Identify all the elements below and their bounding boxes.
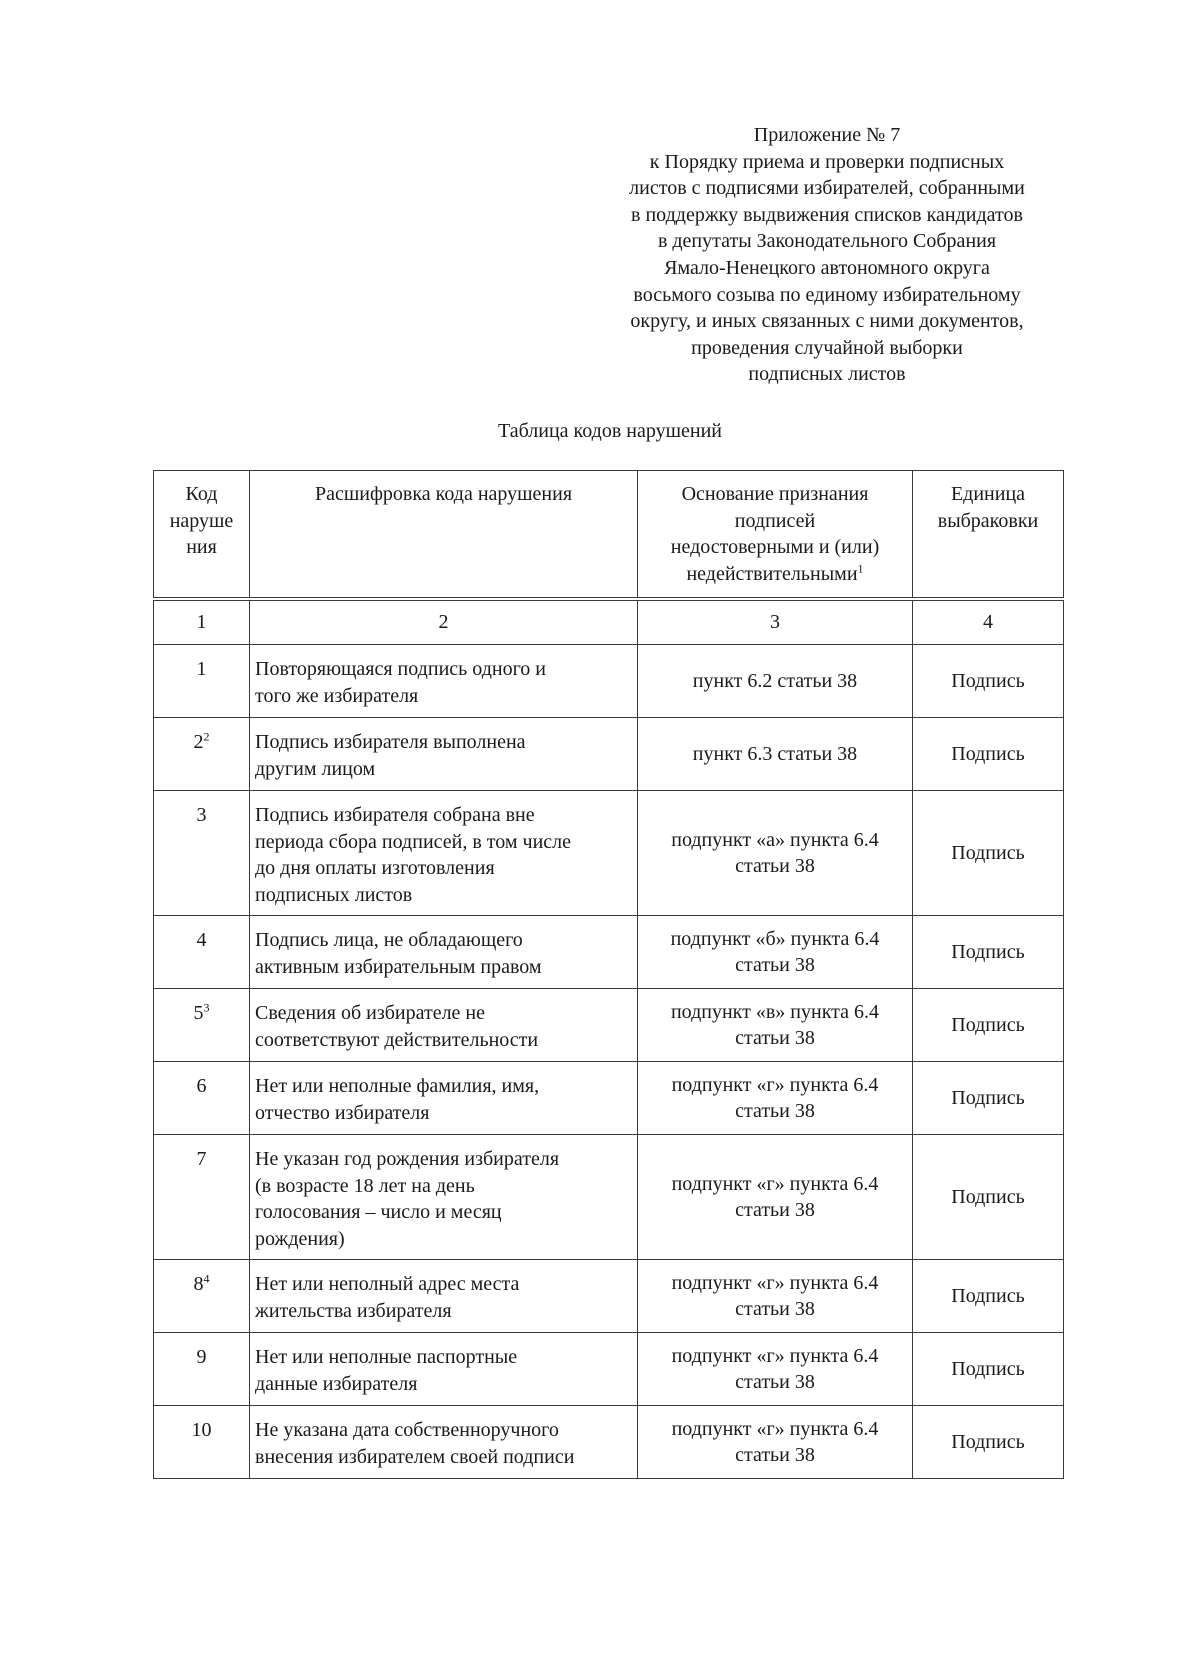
legal-basis (638, 916, 913, 989)
table-row (154, 989, 1064, 1062)
description-line: жительства избирателя (255, 1299, 452, 1322)
table-row (154, 1333, 1064, 1406)
violation-code (154, 1062, 250, 1135)
appendix-heading (590, 122, 1064, 388)
header-basis-line: подписей (734, 509, 816, 532)
description-line: того же избирателя (255, 684, 419, 707)
rejection-unit: Подпись (913, 916, 1064, 989)
violation-description (250, 645, 638, 718)
violation-code (154, 989, 250, 1062)
description-line: рождения) (255, 1227, 345, 1250)
legal-basis (638, 791, 913, 916)
basis-line: подпункт «г» пункта 6.4 (671, 1271, 879, 1294)
header-basis-line: Основание признания (681, 483, 869, 505)
legal-basis (638, 1406, 913, 1479)
description-line: данные избирателя (255, 1372, 418, 1395)
legal-basis (638, 1333, 913, 1406)
description-line: Нет или неполные фамилия, имя, (255, 1075, 540, 1097)
table-title: Таблица кодов нарушений (498, 420, 722, 442)
description-line: другим лицом (255, 757, 376, 780)
basis-line: статьи 38 (735, 1298, 815, 1320)
rejection-unit: Подпись (913, 645, 1064, 718)
basis-line: статьи 38 (735, 1444, 815, 1466)
header-unit-line: Единица (950, 483, 1026, 505)
description-line: Подпись избирателя собрана вне (255, 804, 535, 826)
description-line: Не указана дата собственноручного (255, 1419, 559, 1441)
table-row (154, 1062, 1064, 1135)
description-line: подписных листов (255, 883, 413, 906)
violation-description (250, 1135, 638, 1260)
violation-code (154, 718, 250, 791)
basis-line: подпункт «г» пункта 6.4 (671, 1344, 879, 1367)
violation-description (250, 989, 638, 1062)
column-number: 1 (154, 599, 250, 645)
appendix-line: подписных листов (748, 363, 906, 386)
basis-line: статьи 38 (735, 954, 815, 976)
legal-basis (638, 718, 913, 791)
appendix-line: Ямало-Ненецкого автономного округа (664, 256, 990, 279)
violation-code-number: 2 (193, 731, 204, 753)
footnote-mark: 4 (203, 1271, 210, 1286)
appendix-line: проведения случайной выборки (691, 336, 963, 359)
basis-line: подпункт «г» пункта 6.4 (671, 1073, 879, 1096)
violation-description (250, 916, 638, 989)
legal-basis (638, 1260, 913, 1333)
violation-code (154, 1333, 250, 1406)
violation-code (154, 791, 250, 916)
table-row (154, 916, 1064, 989)
appendix-line: листов с подписями избирателей, собранными (629, 177, 1025, 200)
table-header-row (154, 471, 1064, 599)
footnote-mark: 3 (203, 1000, 210, 1015)
rejection-unit: Подпись (913, 1333, 1064, 1406)
rejection-unit: Подпись (913, 1135, 1064, 1260)
appendix-line: в поддержку выдвижения списков кандидатов (631, 203, 1023, 226)
basis-line: подпункт «в» пункта 6.4 (670, 1000, 880, 1023)
header-description-text: Расшифровка кода нарушения (314, 483, 573, 505)
header-basis-text: недействительными (686, 562, 858, 585)
violation-codes-table (153, 470, 1064, 1479)
description-line: Сведения об избирателе не (255, 1002, 486, 1024)
violation-description (250, 1260, 638, 1333)
rejection-unit: Подпись (913, 1260, 1064, 1333)
description-line: внесения избирателем своей подписи (255, 1445, 575, 1468)
description-line: Повторяющаяся подпись одного и (255, 658, 546, 680)
column-number: 3 (638, 599, 913, 645)
violation-code (154, 645, 250, 718)
header-code-line: Код (185, 483, 218, 505)
violation-description (250, 1406, 638, 1479)
violation-code-number: 6 (196, 1075, 207, 1097)
legal-basis (638, 645, 913, 718)
description-line: соответствуют действительности (255, 1028, 539, 1051)
violation-code-number: 10 (191, 1419, 212, 1441)
rejection-unit: Подпись (913, 989, 1064, 1062)
violation-code (154, 1260, 250, 1333)
description-line: активным избирательным правом (255, 955, 542, 978)
rejection-unit: Подпись (913, 718, 1064, 791)
basis-line: статьи 38 (735, 1027, 815, 1049)
rejection-unit: Подпись (913, 1406, 1064, 1479)
basis-line: пункт 6.2 статьи 38 (692, 669, 858, 692)
basis-line: подпункт «г» пункта 6.4 (671, 1417, 879, 1440)
description-line: периода сбора подписей, в том числе (255, 830, 572, 853)
violation-code-number: 7 (196, 1148, 207, 1170)
violation-code-number: 1 (196, 658, 207, 680)
table-row (154, 1406, 1064, 1479)
basis-line: статьи 38 (735, 1100, 815, 1122)
appendix-line: к Порядку приема и проверки подписных (649, 150, 1005, 173)
legal-basis (638, 989, 913, 1062)
violation-code-number: 8 (193, 1273, 204, 1295)
legal-basis (638, 1062, 913, 1135)
violation-code (154, 916, 250, 989)
violation-code-number: 3 (196, 804, 207, 826)
footnote-mark: 1 (857, 560, 864, 575)
violation-code (154, 1135, 250, 1260)
description-line: Не указан год рождения избирателя (255, 1148, 560, 1170)
table-row (154, 645, 1064, 718)
table-row (154, 791, 1064, 916)
header-description (250, 471, 638, 599)
description-line: (в возрасте 18 лет на день (255, 1174, 475, 1197)
column-number: 2 (250, 599, 638, 645)
appendix-line: восьмого созыва по единому избирательному (633, 283, 1021, 306)
basis-line: статьи 38 (735, 855, 815, 877)
header-code-line: наруше (169, 509, 234, 532)
table-row (154, 1135, 1064, 1260)
description-line: Нет или неполные паспортные (255, 1346, 518, 1368)
numbering-row (154, 599, 1064, 645)
header-code (154, 471, 250, 599)
description-line: Подпись избирателя выполнена (255, 731, 526, 753)
violation-code-number: 5 (193, 1002, 204, 1024)
violation-description (250, 791, 638, 916)
basis-line: подпункт «б» пункта 6.4 (670, 927, 880, 950)
table-row (154, 718, 1064, 791)
basis-line: подпункт «г» пункта 6.4 (671, 1172, 879, 1195)
rejection-unit: Подпись (913, 791, 1064, 916)
violation-code (154, 1406, 250, 1479)
violation-code-number: 4 (196, 929, 207, 951)
header-unit-line: выбраковки (937, 509, 1039, 532)
column-number: 4 (913, 599, 1064, 645)
violation-description (250, 718, 638, 791)
footnote-mark: 2 (203, 729, 210, 744)
header-unit (913, 471, 1064, 599)
violation-description (250, 1062, 638, 1135)
appendix-line: Приложение № 7 (753, 124, 901, 146)
violation-code-number: 9 (196, 1346, 207, 1368)
legal-basis (638, 1135, 913, 1260)
violation-description (250, 1333, 638, 1406)
basis-line: статьи 38 (735, 1199, 815, 1221)
description-line: до дня оплаты изготовления (255, 857, 495, 879)
description-line: голосования – число и месяц (255, 1201, 502, 1223)
basis-line: пункт 6.3 статьи 38 (692, 742, 858, 765)
header-basis-line (643, 561, 907, 588)
table-row (154, 1260, 1064, 1333)
header-code-line: ния (186, 536, 217, 558)
header-basis (638, 471, 913, 599)
rejection-unit: Подпись (913, 1062, 1064, 1135)
basis-line: статьи 38 (735, 1371, 815, 1393)
header-basis-line: недостоверными и (или) (670, 536, 880, 558)
description-line: Подпись лица, не обладающего (255, 929, 523, 951)
description-line: Нет или неполный адрес места (255, 1273, 520, 1295)
appendix-line: округу, и иных связанных с ними документов, (630, 310, 1024, 333)
appendix-line: в депутаты Законодательного Собрания (657, 230, 997, 253)
description-line: отчество избирателя (255, 1101, 430, 1124)
basis-line: подпункт «а» пункта 6.4 (671, 828, 879, 851)
